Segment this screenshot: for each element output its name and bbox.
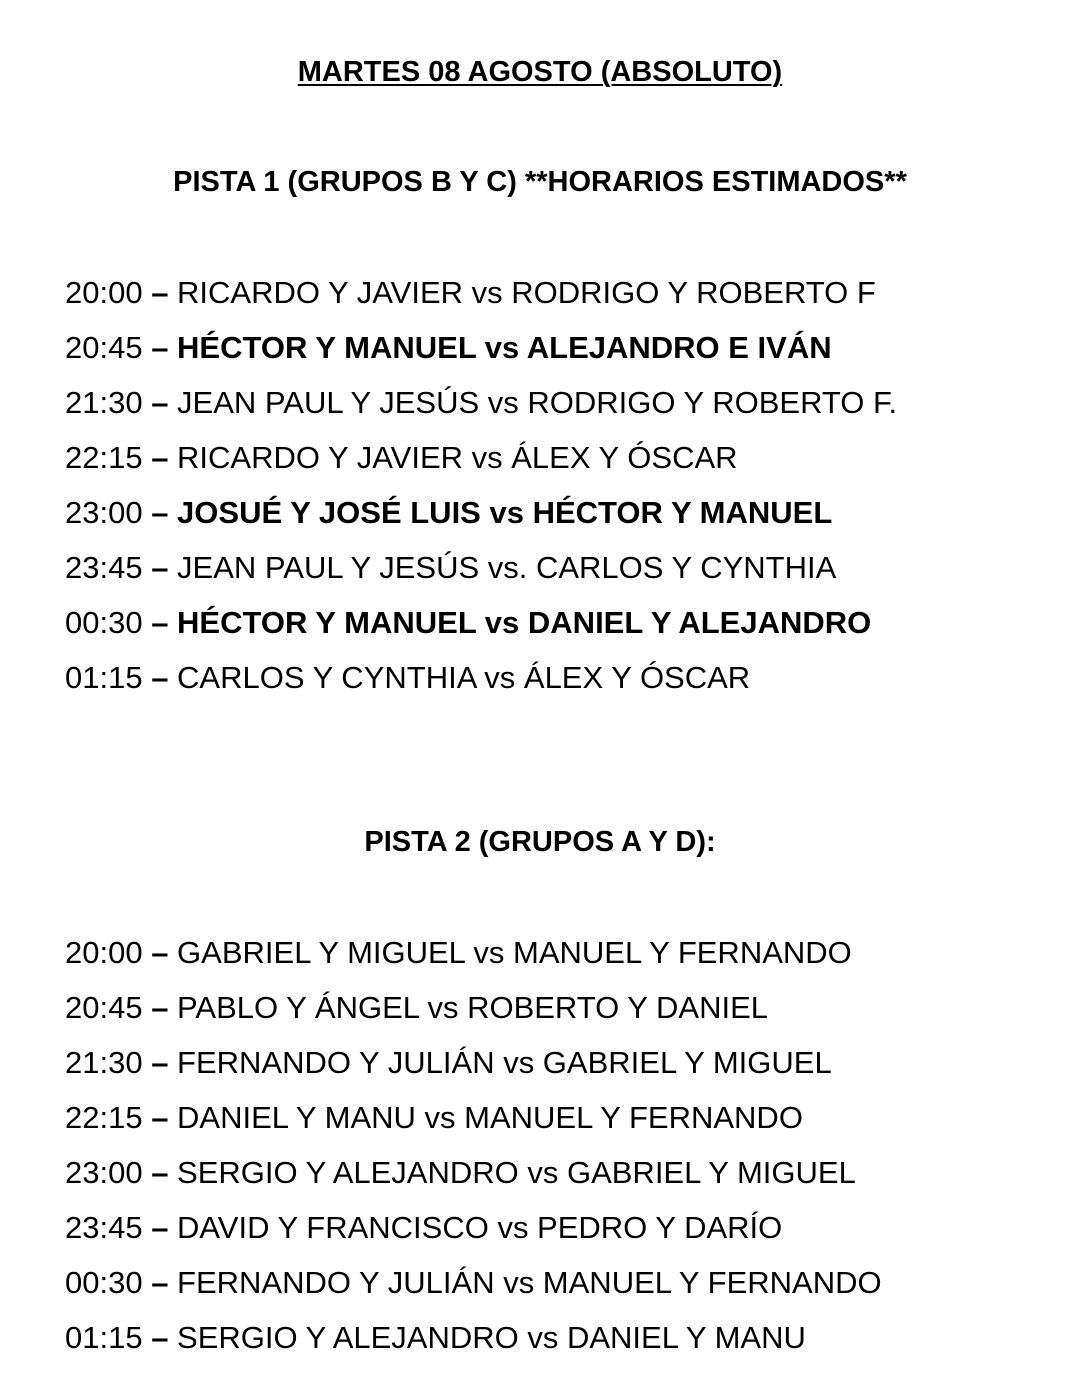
match-separator: –: [142, 330, 178, 365]
match-row: [65, 437, 897, 492]
pista-1-title: PISTA 1 (GRUPOS B Y C) **HORARIOS ESTIMADOS**: [173, 166, 907, 198]
match-row: [65, 602, 897, 657]
match-separator: –: [142, 440, 178, 475]
match-teams: PABLO Y ÁNGEL vs ROBERTO Y DANIEL: [177, 990, 769, 1025]
match-teams: GABRIEL Y MIGUEL vs MANUEL Y FERNANDO: [177, 935, 852, 970]
match-teams: DANIEL Y MANU vs MANUEL Y FERNANDO: [177, 1100, 803, 1135]
match-separator: –: [142, 385, 178, 420]
match-separator: –: [142, 1265, 178, 1300]
match-teams: HÉCTOR Y MANUEL vs ALEJANDRO E IVÁN: [177, 330, 832, 365]
match-time: 20:00: [65, 275, 143, 310]
match-teams: RICARDO Y JAVIER vs RODRIGO Y ROBERTO F: [177, 275, 876, 310]
match-teams: FERNANDO Y JULIÁN vs GABRIEL Y MIGUEL: [177, 1045, 832, 1080]
match-row: [65, 327, 897, 382]
match-separator: –: [142, 935, 178, 970]
match-separator: –: [142, 550, 178, 585]
match-teams: SERGIO Y ALEJANDRO vs GABRIEL Y MIGUEL: [177, 1155, 856, 1190]
match-time: 20:45: [65, 330, 143, 365]
match-separator: –: [142, 605, 178, 640]
match-row: [65, 1042, 882, 1097]
pista-2-title: PISTA 2 (GRUPOS A Y D):: [364, 826, 716, 858]
match-teams: JEAN PAUL Y JESÚS vs. CARLOS Y CYNTHIA: [177, 550, 837, 585]
match-teams: RICARDO Y JAVIER vs ÁLEX Y ÓSCAR: [177, 440, 738, 475]
match-row: [65, 1207, 882, 1262]
match-time: 21:30: [65, 1045, 143, 1080]
match-teams: CARLOS Y CYNTHIA vs ÁLEX Y ÓSCAR: [177, 660, 751, 695]
match-time: 23:45: [65, 550, 143, 585]
match-teams: DAVID Y FRANCISCO vs PEDRO Y DARÍO: [177, 1210, 783, 1245]
match-row: [65, 1262, 882, 1317]
match-time: 23:00: [65, 495, 143, 530]
match-time: 20:45: [65, 990, 143, 1025]
match-time: 00:30: [65, 605, 143, 640]
match-separator: –: [142, 1100, 178, 1135]
match-row: [65, 932, 882, 987]
match-time: 01:15: [65, 660, 143, 695]
match-teams: JOSUÉ Y JOSÉ LUIS vs HÉCTOR Y MANUEL: [177, 495, 833, 530]
match-time: 22:15: [65, 440, 143, 475]
match-separator: –: [142, 1045, 178, 1080]
match-row: [65, 547, 897, 602]
match-row: [65, 1097, 882, 1152]
match-teams: JEAN PAUL Y JESÚS vs RODRIGO Y ROBERTO F.: [177, 385, 898, 420]
pista-1-match-list: [65, 272, 897, 712]
match-separator: –: [142, 1210, 178, 1245]
match-time: 23:45: [65, 1210, 143, 1245]
match-separator: –: [142, 275, 178, 310]
match-time: 00:30: [65, 1265, 143, 1300]
match-row: [65, 382, 897, 437]
match-time: 22:15: [65, 1100, 143, 1135]
match-separator: –: [142, 660, 178, 695]
match-row: [65, 1317, 882, 1372]
document-title: MARTES 08 AGOSTO (ABSOLUTO): [297, 56, 783, 88]
match-row: [65, 987, 882, 1042]
match-row: [65, 657, 897, 712]
match-teams: HÉCTOR Y MANUEL vs DANIEL Y ALEJANDRO: [177, 605, 872, 640]
match-time: 01:15: [65, 1320, 143, 1355]
match-row: [65, 1152, 882, 1207]
match-time: 23:00: [65, 1155, 143, 1190]
match-time: 21:30: [65, 385, 143, 420]
match-separator: –: [142, 990, 178, 1025]
pista-2-match-list: [65, 932, 882, 1372]
match-time: 20:00: [65, 935, 143, 970]
match-teams: FERNANDO Y JULIÁN vs MANUEL Y FERNANDO: [177, 1265, 882, 1300]
match-row: [65, 492, 897, 547]
match-teams: SERGIO Y ALEJANDRO vs DANIEL Y MANU: [177, 1320, 806, 1355]
match-separator: –: [142, 1320, 178, 1355]
match-separator: –: [142, 1155, 178, 1190]
match-separator: –: [142, 495, 178, 530]
match-row: [65, 272, 897, 327]
